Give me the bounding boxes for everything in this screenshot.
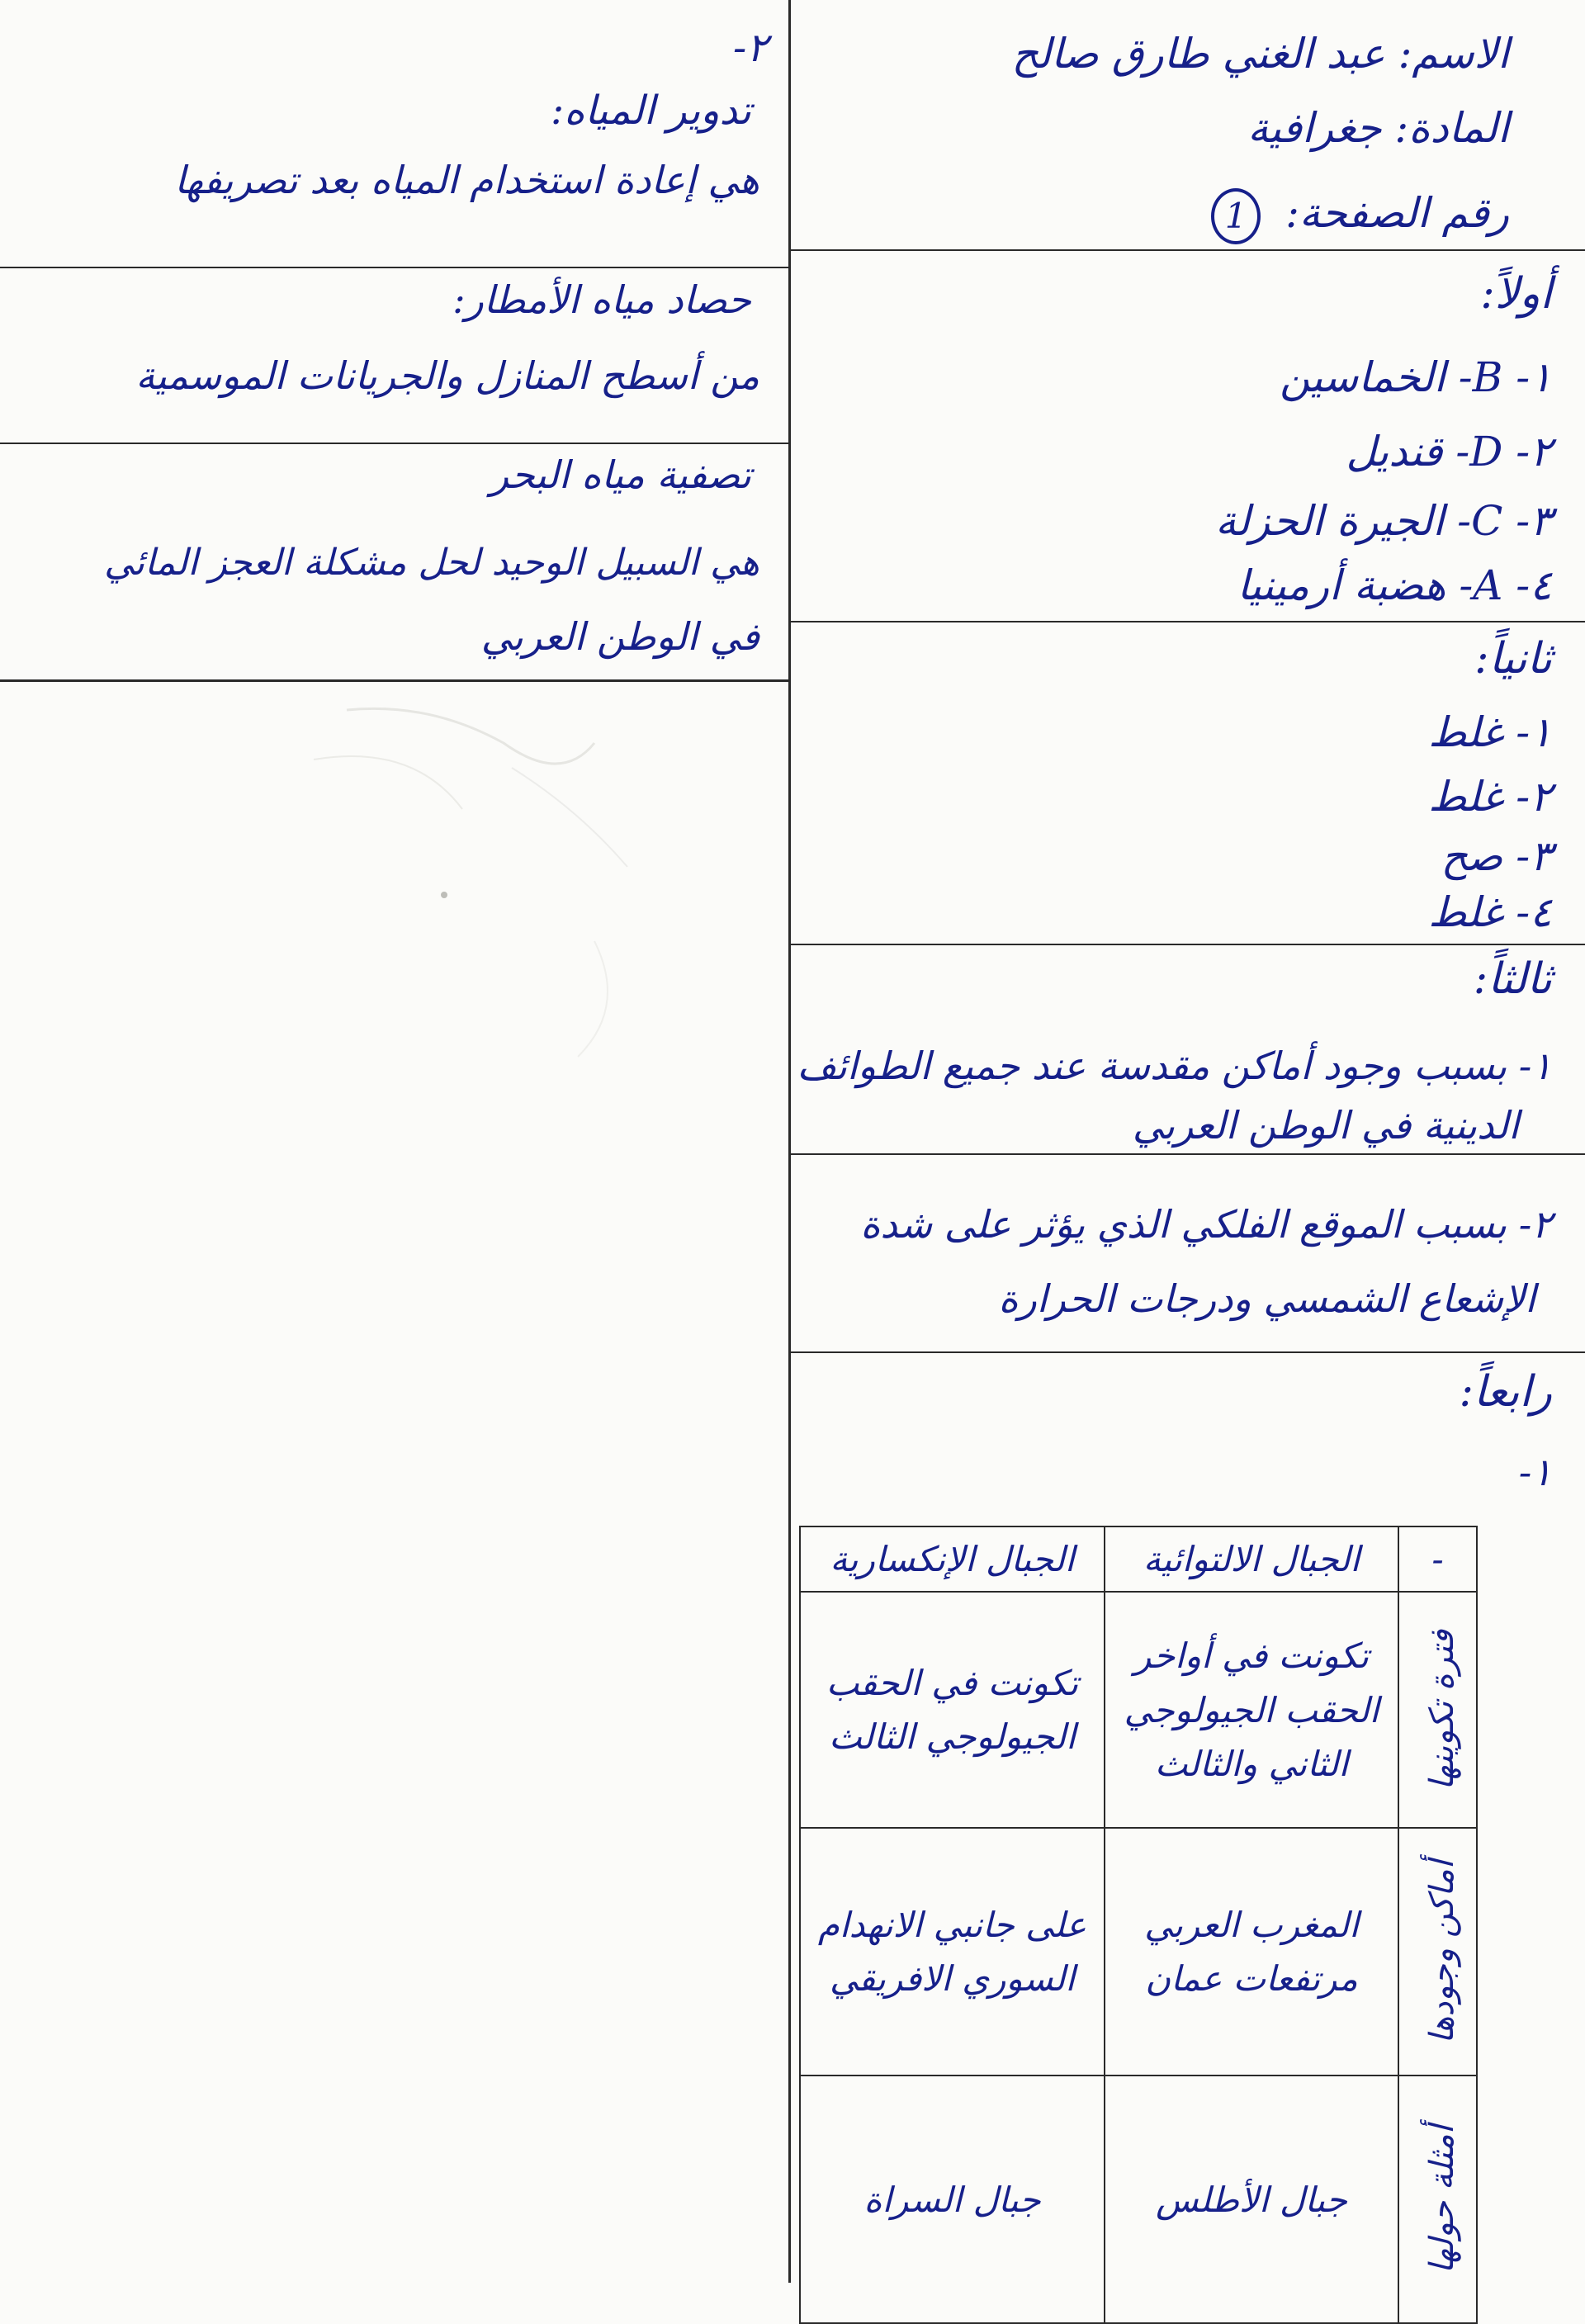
rain-harvest-title: حصاد مياه الأمطار:: [452, 277, 751, 322]
divider-section3-items: [790, 1153, 1585, 1155]
table-cell: تكونت في الحقب الجيولوجي الثالث: [800, 1592, 1105, 1828]
section4-title: رابعاً:: [1459, 1367, 1552, 1417]
section2-title: ثانياً:: [1474, 634, 1552, 684]
section1-item-3: ٣- C- الجيرة الحزلة: [1215, 497, 1552, 545]
table-corner-cell: -: [1398, 1526, 1477, 1592]
table-row-label: أماكن وجودها: [1398, 1828, 1477, 2076]
page-number-label: رقم الصفحة:: [1285, 189, 1509, 237]
left-divider-1: [0, 267, 790, 268]
table-cell: المغرب العربي مرتفعات عمان: [1105, 1828, 1398, 2076]
table-row: [800, 1828, 1477, 2076]
recycling-title: تدوير المياه:: [551, 88, 751, 134]
page-number-line: [1211, 188, 1509, 244]
section2-item-1: ١- غلط: [1428, 708, 1552, 756]
divider-after-section2: [790, 944, 1585, 945]
section2-item-4: ٤- غلط: [1428, 888, 1552, 936]
section1-title: أولاً:: [1480, 269, 1552, 319]
divider-after-section1: [790, 621, 1585, 622]
desalination-title: تصفية مياه البحر: [490, 452, 751, 497]
table-row-label: أمثلة حولها: [1398, 2076, 1477, 2323]
section3-item2-line2: الإشعاع الشمسي ودرجات الحرارة: [998, 1276, 1535, 1321]
section1-item-1: ١- B- الخماسين: [1280, 353, 1552, 401]
divider-after-header: [790, 249, 1585, 251]
left-number: ٢-: [733, 25, 768, 71]
table-header-faulted: الجبال الإنكسارية: [800, 1526, 1105, 1592]
table-row: [800, 2076, 1477, 2323]
section3-item1-line2: الدينية في الوطن العربي: [1132, 1103, 1519, 1148]
desalination-line2: في الوطن العربي: [480, 614, 759, 659]
section3-item1-line1: ١- بسبب وجود أماكن مقدسة عند جميع الطوائف: [797, 1044, 1552, 1088]
subject-line: المادة: جغرافية: [1247, 104, 1509, 152]
table-cell: على جانبي الانهدام السوري الافريقي: [800, 1828, 1105, 2076]
left-divider-2: [0, 443, 790, 444]
faint-pencil-marks: [0, 693, 790, 1437]
table-header-row: [800, 1526, 1477, 1592]
table-cell: جبال الأطلس: [1105, 2076, 1398, 2323]
section3-item2-line1: ٢- بسبب الموقع الفلكي الذي يؤثر على شدة: [860, 1202, 1552, 1247]
divider-after-section3: [790, 1351, 1585, 1353]
table-cell: جبال السراة: [800, 2076, 1105, 2323]
section1-item-4: ٤- A- هضبة أرمينيا: [1237, 561, 1552, 609]
rain-harvest-definition: من أسطح المنازل والجريانات الموسمية: [135, 353, 759, 398]
student-name: الاسم: عبد الغني طارق صالح: [1011, 30, 1509, 78]
section2-item-3: ٣- صح: [1441, 832, 1552, 880]
table-row-label: فترة تكوينها: [1398, 1592, 1477, 1828]
section2-item-2: ٢- غلط: [1428, 773, 1552, 821]
left-divider-3: [0, 679, 790, 682]
table-row: [800, 1592, 1477, 1828]
table-cell: تكونت في أواخر الحقب الجيولوجي الثاني والثالث: [1105, 1592, 1398, 1828]
recycling-definition: هي إعادة استخدام المياه بعد تصريفها: [174, 158, 759, 202]
page-number-circle: 1: [1211, 188, 1261, 244]
comparison-table: [799, 1526, 1478, 2324]
section3-title: ثالثاً:: [1473, 954, 1552, 1004]
desalination-line1: هي السبيل الوحيد لحل مشكلة العجز المائي: [104, 542, 759, 584]
section4-number: ١-: [1518, 1450, 1552, 1494]
table-header-folded: الجبال الالتوائية: [1105, 1526, 1398, 1592]
section1-item-2: ٢- D- قنديل: [1346, 428, 1552, 476]
